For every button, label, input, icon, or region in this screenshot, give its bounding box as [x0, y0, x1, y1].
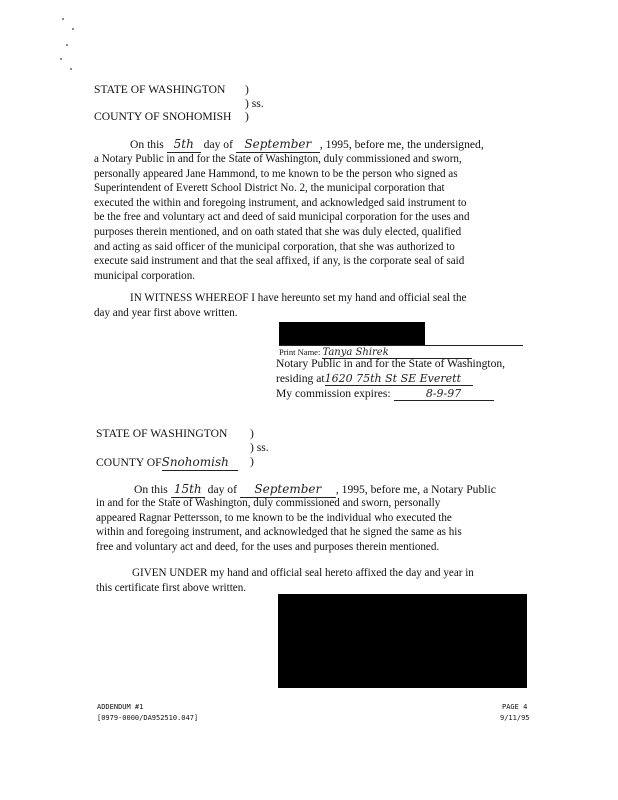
given-paragraph	[96, 566, 516, 595]
footer-addendum: ADDENDUM #1	[97, 703, 144, 711]
scan-speck	[70, 68, 72, 70]
footer-file-reference: [0979-0000/DA952510.047]	[97, 714, 199, 722]
second-county-row	[96, 455, 238, 471]
first-on-this: On this	[130, 138, 164, 151]
first-day-of: day of	[203, 138, 233, 151]
notary-block-redaction	[278, 594, 527, 688]
notary-public-line: Notary Public in and for the State of Washington,	[276, 357, 506, 370]
first-paren-top: )	[245, 83, 249, 96]
commission-label: My commission expires:	[276, 387, 391, 400]
first-day-handwritten: 5th	[167, 137, 201, 153]
second-day-of: day of	[207, 483, 237, 496]
first-month-handwritten: September	[236, 137, 320, 153]
second-state-heading: STATE OF WASHINGTON	[96, 427, 228, 440]
signature-redaction	[279, 322, 425, 345]
first-body-line: be the free and voluntary act and deed of said municipal corporation for the uses and	[94, 211, 470, 224]
first-county-heading: COUNTY OF SNOHOMISH	[94, 110, 232, 123]
second-body-line: appeared Ragnar Pettersson, to me known to be the individual who executed the	[96, 511, 452, 524]
first-body-paragraph	[94, 152, 514, 283]
second-on-this: On this	[134, 483, 168, 496]
printed-name-label: Print Name:	[279, 347, 321, 357]
first-paren-bottom: )	[245, 110, 249, 123]
first-after-month: , 1995, before me, the undersigned,	[319, 138, 484, 151]
commission-handwritten: 8-9-97	[394, 388, 494, 401]
second-body-line: in and for the State of Washington, duly commissioned and sworn, personally	[96, 497, 441, 509]
witness-line: day and year first above written.	[94, 306, 238, 319]
witness-paragraph	[94, 291, 514, 320]
first-body-line: personally appeared Jane Hammond, to me known to be the person who signed as	[94, 167, 458, 180]
first-body-line: executed the within and foregoing instrument, and acknowledged said instrument to	[94, 196, 467, 209]
second-county-label: COUNTY OF	[96, 456, 162, 469]
residing-label: residing at	[276, 372, 325, 385]
second-ss-mark: ) ss.	[250, 441, 269, 454]
first-body-line: a Notary Public in and for the State of Washington, duly commissioned and sworn,	[94, 153, 462, 165]
second-county-handwritten: Snohomish	[162, 455, 238, 471]
first-body-line: execute said instrument and that the seal affixed, if any, is the corporate seal of said	[94, 255, 465, 268]
first-body-line: and acting as said officer of the municipal corporation, that she was authorized to	[94, 240, 455, 253]
second-body-line: within and foregoing instrument, and acknowledged that he signed the same as his	[96, 526, 462, 539]
second-paren-bottom: )	[250, 455, 254, 468]
scan-speck	[60, 58, 62, 60]
footer-date: 9/11/95	[500, 714, 530, 722]
first-opening-line	[130, 137, 484, 153]
first-body-line: purposes therein mentioned, and on oath stated that she was duly elected, qualified	[94, 225, 462, 238]
residing-handwritten: 1620 75th St SE Everett	[325, 373, 473, 386]
scan-speck	[66, 44, 68, 46]
given-line: this certificate first above written.	[96, 581, 247, 594]
residing-row	[276, 372, 473, 387]
printed-name-handwritten: Tanya Shirek	[322, 347, 472, 359]
first-ss-mark: ) ss.	[245, 97, 264, 110]
first-state-heading: STATE OF WASHINGTON	[94, 83, 226, 96]
second-body-line: free and voluntary act and deed, for the uses and purposes therein mentioned.	[96, 540, 440, 553]
first-body-line: municipal corporation.	[94, 269, 196, 282]
second-paren-top: )	[250, 427, 254, 440]
given-line: GIVEN UNDER my hand and official seal hereto affixed the day and year in	[132, 567, 474, 579]
second-month-handwritten: September	[240, 482, 336, 498]
first-body-line: Superintendent of Everett School District No. 2, the municipal corporation that	[94, 182, 445, 195]
second-after-month: , 1995, before me, a Notary Public	[335, 483, 496, 496]
witness-line: IN WITNESS WHEREOF I have hereunto set my hand and official seal the	[130, 292, 467, 304]
scan-speck	[62, 18, 64, 20]
scan-speck	[72, 28, 74, 30]
second-body-paragraph	[96, 496, 516, 554]
commission-row	[276, 387, 494, 402]
footer-page-number: PAGE 4	[502, 703, 528, 711]
second-day-handwritten: 15th	[171, 482, 205, 498]
